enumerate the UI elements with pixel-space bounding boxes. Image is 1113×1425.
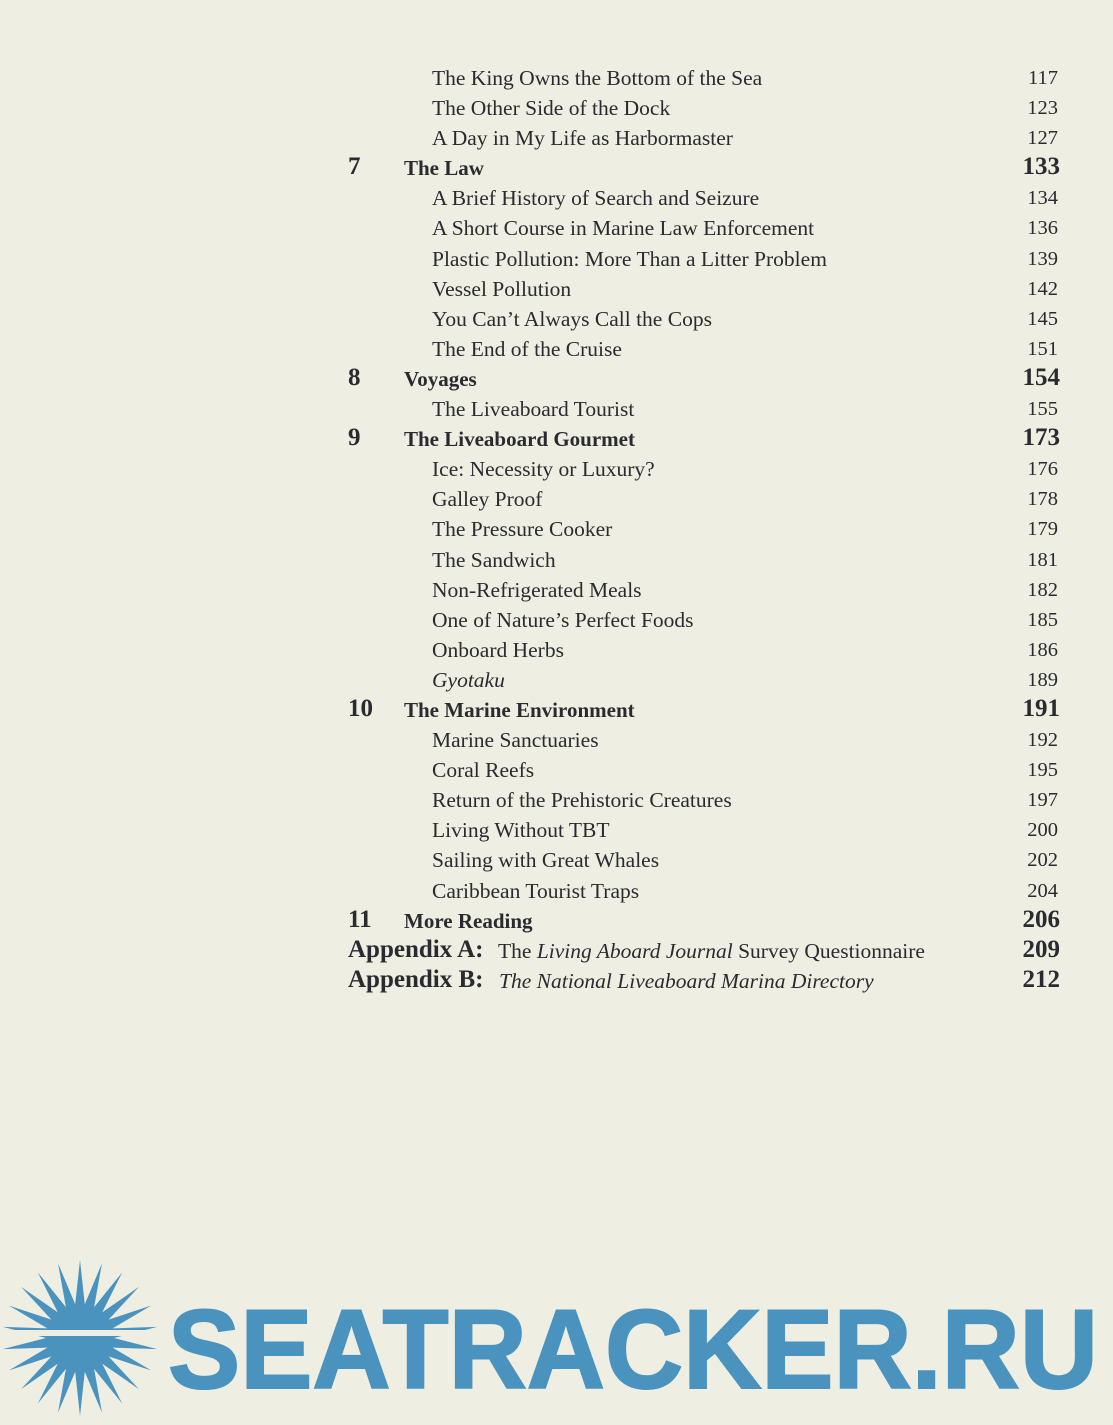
section-row	[348, 604, 1060, 634]
appendix-b-row	[348, 965, 1060, 995]
section-title: Coral Reefs	[432, 758, 535, 783]
chapter-page: 133	[1022, 153, 1060, 181]
section-row	[348, 453, 1060, 483]
section-title: A Brief History of Search and Seizure	[432, 186, 760, 211]
section-page: 204	[1027, 879, 1058, 902]
sun-icon	[0, 1260, 160, 1416]
watermark-logo	[0, 1260, 1113, 1425]
section-page: 202	[1027, 849, 1058, 872]
section-row	[348, 243, 1060, 273]
chapter-page: 173	[1022, 424, 1060, 452]
section-title: Vessel Pollution	[432, 276, 572, 301]
section-row	[348, 814, 1060, 844]
section-page: 151	[1027, 337, 1058, 360]
section-page: 192	[1027, 729, 1058, 752]
section-page: 189	[1027, 668, 1058, 691]
appendix-list	[348, 935, 1060, 995]
section-title: You Can’t Always Call the Cops	[432, 306, 712, 331]
chapter-page: 206	[1022, 905, 1060, 933]
section-title: One of Nature’s Perfect Foods	[432, 607, 694, 632]
section-title: A Short Course in Marine Law Enforcement	[432, 216, 815, 241]
section-title: Sailing with Great Whales	[432, 848, 660, 873]
chapter-row	[348, 694, 1060, 724]
section-page: 178	[1027, 488, 1058, 511]
section-row	[348, 182, 1060, 212]
watermark-text: SEATRACKER.RU	[168, 1287, 1098, 1412]
section-page: 117	[1028, 67, 1058, 89]
appendix-a-title: The Living Aboard Journal Survey Questionnaire	[498, 939, 925, 963]
section-row	[348, 664, 1060, 694]
section-row	[348, 212, 1060, 242]
section-row	[348, 724, 1060, 754]
chapter-row	[348, 905, 1060, 935]
appendix-a-row	[348, 935, 1060, 965]
chapter-title: The Marine Environment	[404, 697, 635, 722]
section-page: 142	[1027, 277, 1058, 300]
section-row	[348, 544, 1060, 574]
sun-horizon	[0, 1330, 160, 1336]
section-title: Return of the Prehistoric Creatures	[432, 788, 732, 813]
section-title: Galley Proof	[432, 487, 543, 512]
section-title: The Pressure Cooker	[432, 517, 613, 542]
section-page: 176	[1027, 458, 1058, 481]
section-title: A Day in My Life as Harbormaster	[432, 126, 733, 151]
appendix-b-label: Appendix B:	[348, 966, 484, 994]
section-row	[348, 844, 1060, 874]
chapter-number: 9	[348, 424, 361, 452]
section-page: 186	[1027, 638, 1058, 661]
chapter-title: More Reading	[404, 908, 533, 933]
section-title: Onboard Herbs	[432, 637, 564, 662]
chapter-number: 8	[348, 363, 361, 391]
section-page: 181	[1027, 548, 1058, 571]
section-title: The King Owns the Bottom of the Sea	[432, 66, 763, 90]
section-page: 145	[1027, 307, 1058, 330]
section-row	[348, 122, 1060, 152]
section-row	[348, 784, 1060, 814]
section-row	[348, 634, 1060, 664]
section-title: Plastic Pollution: More Than a Litter Problem	[432, 246, 827, 271]
chapter-row	[348, 363, 1060, 393]
section-title: Gyotaku	[432, 667, 505, 692]
section-row	[348, 393, 1060, 423]
section-page: 155	[1027, 398, 1058, 421]
section-page: 185	[1027, 608, 1058, 631]
section-page: 139	[1027, 247, 1058, 270]
section-title: Non-Refrigerated Meals	[432, 577, 642, 602]
section-row	[348, 333, 1060, 363]
chapter-number: 10	[348, 694, 373, 722]
section-row	[348, 273, 1060, 303]
chapter-number: 11	[348, 905, 372, 933]
chapter-number: 7	[348, 153, 361, 181]
chapter-title: The Law	[404, 156, 484, 181]
appendix-a-label: Appendix A:	[348, 936, 484, 963]
chapter-title: Voyages	[404, 366, 477, 391]
section-page: 182	[1027, 578, 1058, 601]
section-row	[348, 303, 1060, 333]
chapter-title: The Liveaboard Gourmet	[404, 427, 635, 452]
section-row	[348, 754, 1060, 784]
appendix-a-page: 209	[1022, 936, 1060, 963]
section-page: 134	[1027, 187, 1058, 210]
section-title: Ice: Necessity or Luxury?	[432, 457, 655, 482]
chapter-page: 154	[1022, 363, 1060, 391]
chapter-row	[348, 423, 1060, 453]
section-row	[348, 574, 1060, 604]
section-row	[348, 92, 1060, 122]
section-title: Caribbean Tourist Traps	[432, 878, 640, 903]
section-page: 136	[1027, 217, 1058, 240]
section-title: The Other Side of the Dock	[432, 96, 671, 121]
section-page: 127	[1027, 127, 1058, 150]
appendix-b-page: 212	[1022, 966, 1060, 994]
chapter-page: 191	[1022, 694, 1060, 722]
section-page: 179	[1027, 518, 1058, 541]
sun-rays	[3, 1260, 157, 1416]
section-title: The Sandwich	[432, 547, 556, 572]
appendix-b-title: The National Liveaboard Marina Directory	[499, 969, 874, 994]
section-row	[348, 483, 1060, 513]
table-of-contents	[348, 62, 1060, 935]
section-page: 123	[1027, 97, 1058, 120]
section-row	[348, 62, 1060, 92]
section-row	[348, 875, 1060, 905]
section-title: Living Without TBT	[432, 818, 610, 843]
section-title: The End of the Cruise	[432, 336, 622, 361]
section-row	[348, 513, 1060, 543]
chapter-row	[348, 152, 1060, 182]
section-page: 200	[1027, 819, 1058, 842]
section-title: Marine Sanctuaries	[432, 728, 599, 753]
section-title: The Liveaboard Tourist	[432, 397, 635, 422]
section-page: 197	[1027, 789, 1058, 812]
section-page: 195	[1027, 759, 1058, 782]
